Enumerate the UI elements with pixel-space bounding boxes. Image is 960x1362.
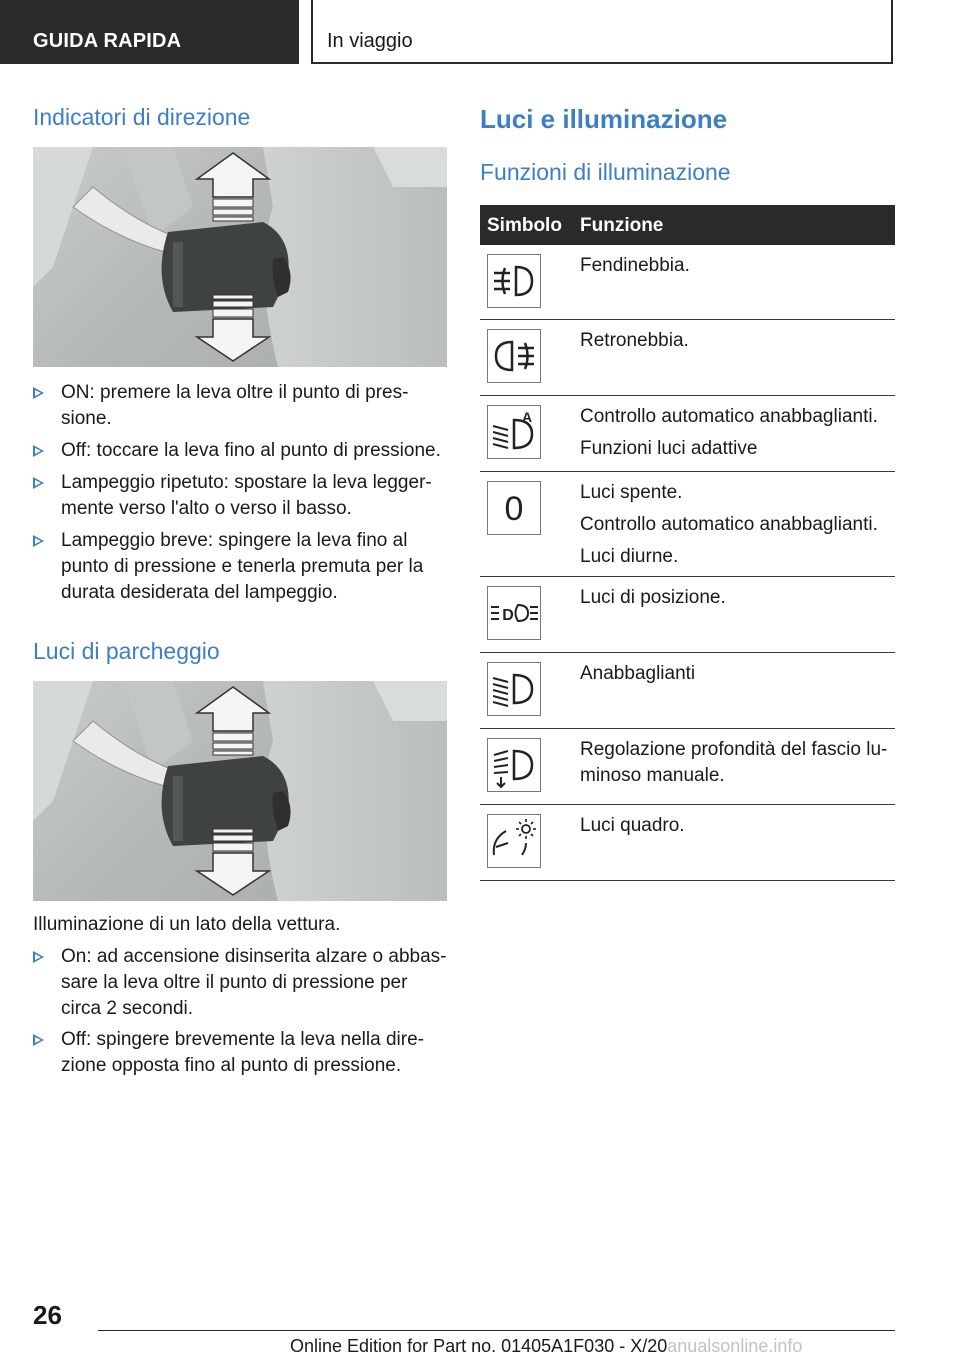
turn-signal-lever-illustration — [33, 147, 447, 367]
bullet-triangle-icon — [33, 387, 44, 399]
instrument-lighting-icon — [487, 814, 541, 868]
table-header — [480, 205, 895, 245]
bullet-triangle-icon — [33, 445, 44, 457]
footer-watermark: anualsonline.info — [667, 1336, 803, 1356]
function-line: minoso manuale. — [580, 765, 725, 786]
header-section-label: GUIDA RAPIDA — [33, 30, 182, 52]
front-fog-light-icon — [487, 254, 541, 308]
function-line: Fendinebbia. — [580, 255, 690, 276]
function-line: Anabbaglianti — [580, 663, 696, 684]
function-line: Retronebbia. — [580, 330, 689, 351]
function-line: Controllo automatico anabbaglianti. — [580, 406, 878, 427]
bullet-triangle-icon — [33, 535, 44, 547]
parking-heading: Luci di parcheggio — [33, 638, 220, 664]
table-row — [480, 805, 895, 881]
function-line: Luci di posizione. — [580, 587, 726, 608]
table-header-symbol: Simbolo — [487, 215, 562, 236]
table-row — [480, 245, 895, 320]
auto-letter: A — [521, 409, 533, 425]
lighting-functions-heading: Funzioni di illuminazione — [480, 159, 731, 185]
function-line: Luci diurne. — [580, 546, 679, 567]
bullet-triangle-icon — [33, 1034, 44, 1046]
headlight-range-control-icon — [487, 738, 541, 792]
lighting-functions-table — [480, 205, 895, 881]
bullet-line: ON: premere la leva oltre il punto di pres- — [61, 382, 409, 403]
bullet-line: mente verso l'alto o verso il basso. — [61, 498, 352, 519]
bullet-line: zione opposta fino al punto di pressione. — [61, 1055, 402, 1076]
bullet-triangle-icon — [33, 477, 44, 489]
table-row — [480, 472, 895, 577]
bullet-line: circa 2 secondi. — [61, 998, 194, 1019]
lights-heading: Luci e illuminazione — [480, 104, 728, 134]
bullet-line: sione. — [61, 408, 112, 429]
bullet-line: punto di pressione e tenerla premuta per la — [61, 556, 424, 577]
table-row — [480, 320, 895, 396]
function-line: Regolazione profondità del fascio lu- — [580, 739, 888, 760]
table-row — [480, 577, 895, 653]
header-section-tab — [0, 0, 299, 64]
header-chapter-label: In viaggio — [327, 30, 413, 52]
bullet-line: Lampeggio ripetuto: spostare la leva legger- — [61, 472, 432, 493]
bullet-line: durata desiderata del lampeggio. — [61, 582, 338, 603]
header-chapter-tab — [311, 0, 893, 64]
automatic-low-beam-icon — [487, 405, 541, 459]
rear-fog-light-icon — [487, 329, 541, 383]
bullet-line: sare la leva oltre il punto di pressione per — [61, 972, 408, 993]
parking-intro-text: Illuminazione di un lato della vettura. — [33, 914, 341, 935]
parking-lights-icon — [487, 586, 541, 640]
footer-edition — [290, 1336, 802, 1357]
table-row — [480, 396, 895, 472]
d-letter: D — [502, 607, 514, 624]
bullet-line: Off: toccare la leva fino al punto di pressione. — [61, 440, 441, 461]
function-line: Controllo automatico anabbaglianti. — [580, 514, 878, 535]
table-row — [480, 729, 895, 805]
footer-divider — [98, 1330, 895, 1331]
table-header-function: Funzione — [580, 215, 664, 236]
bullet-line: Lampeggio breve: spingere la leva fino al — [61, 530, 408, 551]
indicators-heading: Indicatori di direzione — [33, 104, 251, 130]
function-line: Luci spente. — [580, 482, 683, 503]
bullet-line: Off: spingere brevemente la leva nella dire- — [61, 1029, 424, 1050]
parking-light-lever-illustration — [33, 681, 447, 901]
zero-symbol: 0 — [504, 490, 524, 528]
footer-edition-text: Online Edition for Part no. 01405A1F030 - X/20 — [290, 1336, 668, 1356]
lights-off-icon — [487, 481, 541, 535]
bullet-triangle-icon — [33, 951, 44, 963]
page-number: 26 — [33, 1300, 62, 1330]
function-line: Luci quadro. — [580, 815, 685, 836]
bullet-line: On: ad accensione disinserita alzare o abbas- — [61, 946, 447, 967]
table-row — [480, 653, 895, 729]
low-beam-icon — [487, 662, 541, 716]
function-line: Funzioni luci adattive — [580, 438, 758, 459]
